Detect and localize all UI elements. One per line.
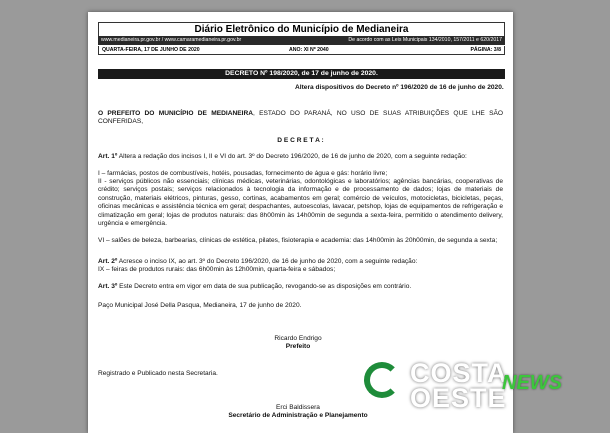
gazette-urls: www.medianeira.pr.gov.br / www.camaramedianeira.pr.gov.br [101, 37, 242, 43]
article-2-item-ix: IX – feiras de produtos rurais: das 6h00min às 12h00min, quarta-feira e sábados; [98, 266, 336, 273]
registration-note: Registrado e Publicado nesta Secretaria. [98, 370, 218, 377]
gazette-page-number: PÁGINA: 3/8 [470, 47, 501, 53]
preamble-authority: O PREFEITO DO MUNICÍPIO DE MEDIANEIRA [98, 110, 253, 117]
decree-title: DECRETO Nº 198/2020, de 17 de junho de 2020. [98, 69, 505, 79]
article-1 [98, 153, 503, 161]
watermark-bottom-word: OESTE [410, 383, 507, 413]
decreta-heading: D E C R E T A : [277, 137, 324, 144]
gazette-edition-row [98, 46, 505, 55]
article-1-item-ii: II - serviços públicos não essenciais; clínicas médicas, veterinárias, odontológicas e laboratórios; agências bancárias, cooperativas de crédito; serviços postais; serviços relacionados à tecnologia da informação e de processamento de dados; lojas de materiais de construção, materiais elétricos, pinturas, gesso, cortinas, acabamentos em geral; comércio de veículos, motocicletas, bicicletas, peças, oficinas mecânicas e assistência técnica em geral; despachantes, autoescolas, lavacar, petshop, lojas de equipamentos de refrigeração e climatização em geral; lojas de produtos naturais: das 8h00min às 14h00min de segunda a sexta-feira, permitido o atendimento delivery, urgência e emergência. [98, 178, 503, 228]
brand-c-icon [364, 362, 400, 398]
article-2-text: Acresce o inciso IX, ao art. 3º do Decreto 196/2020, de 16 de junho de 2020, com a seguinte redação: [117, 258, 418, 265]
gazette-edition: ANO: XI Nº 2040 [289, 47, 329, 53]
signer-1-role: Prefeito [285, 343, 311, 350]
article-1-text: Altera a redação dos incisos I, II e VI do art. 3º do Decreto 196/2020, de 16 de junho de 2020, com a seguinte redação: [117, 153, 467, 160]
costa-oeste-news-watermark [364, 360, 564, 412]
gazette-info-bar [98, 36, 505, 45]
signer-2-name: Erci Baldissera [276, 404, 320, 411]
article-1-item-i: I – farmácias, postos de combustíveis, hotéis, pousadas, fornecimento de água e gás: horário livre; [98, 170, 388, 177]
decree-summary: Altera dispositivos do Decreto nº 196/2020 de 16 de junho de 2020. [295, 84, 504, 91]
article-2-label: Art. 2º [98, 258, 118, 265]
article-1-label: Art. 1º [98, 153, 118, 160]
decree-preamble [98, 110, 503, 127]
watermark-news-word: NEWS [502, 372, 562, 394]
preamble-text: , ESTADO DO PARANÁ, NO USO DE SUAS ATRIBUIÇÕES QUE LHE SÃO CONFERIDAS, [98, 110, 503, 126]
gazette-date: QUARTA-FEIRA, 17 DE JUNHO DE 2020 [102, 47, 200, 53]
place-and-date: Paço Municipal José Della Pasqua, Medianeira, 17 de junho de 2020. [98, 302, 302, 309]
article-1-item-vi: VI – salões de beleza, barbearias, clínicas de estética, pilates, fisioterapia e academia: das 14h00min às 20h00min, de segunda a sexta; [98, 237, 498, 244]
signer-2-role: Secretário de Administração e Planejamento [228, 412, 368, 419]
article-3 [98, 283, 503, 291]
article-3-text: Este Decreto entra em vigor em data de sua publicação, revogando-se as disposições em contrário. [117, 283, 412, 290]
article-3-label: Art. 3º [98, 283, 118, 290]
signer-1-name: Ricardo Endrigo [274, 335, 322, 342]
watermark-top-word: COSTA [410, 358, 508, 388]
gazette-laws: De acordo com as Leis Municipais 134/2010, 157/2011 e 620/2017 [348, 37, 502, 43]
gazette-title: Diário Eletrônico do Município de Medianeira [98, 22, 505, 36]
